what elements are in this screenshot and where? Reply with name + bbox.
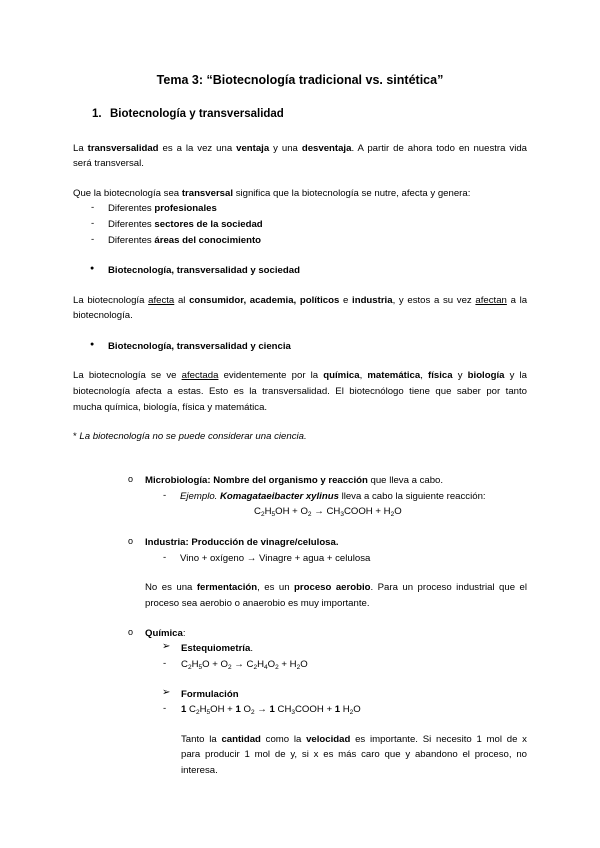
circle-bullet-icon: o xyxy=(128,474,134,484)
sociedad-paragraph-line1: La biotecnología afecta al consumidor, academia, políticos e industria, y estos a su vez afectan a la xyxy=(73,295,528,306)
intro-paragraph-line2: será transversal. xyxy=(73,158,144,169)
dash-bullet: - xyxy=(91,202,95,213)
dash-bullet: - xyxy=(91,218,95,229)
micro-example: Ejemplo. Komagataeibacter xylinus lleva a cabo la siguiente reacción: xyxy=(180,491,486,502)
ciencia-paragraph-line1: La biotecnología se ve afectada evidentemente por la química, matemática, física y biología y la xyxy=(73,370,528,381)
circle-bullet-icon: o xyxy=(128,536,134,546)
quimica-paragraph-line3: interesa. xyxy=(181,765,218,776)
estequiometria-heading: Estequiometría. xyxy=(181,643,253,654)
list-item: Diferentes sectores de la sociedad xyxy=(108,219,263,230)
transversal-lead: Que la biotecnología sea transversal significa que la biotecnología se nutre, afecta y genera: xyxy=(73,188,471,199)
dash-bullet: - xyxy=(163,658,167,669)
formulacion-heading: Formulación xyxy=(181,689,239,700)
micro-reaction: $C_2H_5OH + O_2$ → $CH_3COOH + H_2O$ xyxy=(254,506,402,518)
section-heading: Biotecnología y transversalidad xyxy=(110,108,284,120)
dash-bullet: - xyxy=(163,552,167,563)
industria-paragraph-line1: No es una fermentación, es un proceso aerobio. Para un proceso industrial que el xyxy=(145,582,527,593)
footnote: * La biotecnología no se puede considerar una ciencia. xyxy=(73,431,307,442)
intro-paragraph-line1: La transversalidad es a la vez una ventaja y una desventaja. A partir de ahora todo en nuestra vida xyxy=(73,143,527,154)
circle-bullet-icon: o xyxy=(128,627,134,637)
bullet-dot-icon: ● xyxy=(90,265,95,272)
micro-heading: Microbiología: Nombre del organismo y reacción que lleva a cabo. xyxy=(145,475,444,486)
sociedad-paragraph-line2: biotecnología. xyxy=(73,310,133,321)
dash-bullet: - xyxy=(163,703,167,714)
dash-bullet: - xyxy=(91,234,95,245)
industria-heading: Industria: Producción de vinagre/celulosa. xyxy=(145,537,339,548)
industria-item: Vino + oxígeno → Vinagre + agua + celulosa xyxy=(180,553,371,564)
arrow-bullet-icon: ➢ xyxy=(162,687,171,698)
arrow-bullet-icon: ➢ xyxy=(162,641,171,652)
dash-bullet: - xyxy=(163,490,167,501)
quimica-paragraph-line1: Tanto la cantidad como la velocidad es importante. Si necesito 1 mol de x xyxy=(181,734,527,745)
bullet-heading-ciencia: Biotecnología, transversalidad y ciencia xyxy=(108,341,291,352)
page-title: Tema 3: “Biotecnología tradicional vs. sintética” xyxy=(156,73,444,87)
estequiometria-equation: $C_2H_5O + O_2 \to C_2H_4O_2 + H_2O$ xyxy=(181,659,308,671)
list-item: Diferentes áreas del conocimiento xyxy=(108,235,262,246)
quimica-heading: Química: xyxy=(145,628,186,639)
bullet-heading-sociedad: Biotecnología, transversalidad y sociedad xyxy=(108,265,300,276)
quimica-paragraph-line2: para producir 1 mol de y, si x es más caro que y abandono el proceso, no xyxy=(181,749,527,760)
ciencia-paragraph-line2: biotecnología afecta a estas. Esto es la transversalidad. El biotecnólogo tiene que saber por tanto xyxy=(73,386,527,397)
industria-paragraph-line2: proceso sea aerobio o anaerobio es muy importante. xyxy=(145,598,370,609)
formulacion-equation: 1 $C_2H_5OH + 1$ $O_2 \to 1$ $CH_3COOH + 1$ $H_2O$ xyxy=(181,704,361,716)
ciencia-paragraph-line3: mucha química, biología, física y matemática. xyxy=(73,402,268,413)
list-item: Diferentes profesionales xyxy=(108,203,217,214)
bullet-dot-icon: ● xyxy=(90,341,95,348)
section-number: 1. xyxy=(92,108,102,120)
